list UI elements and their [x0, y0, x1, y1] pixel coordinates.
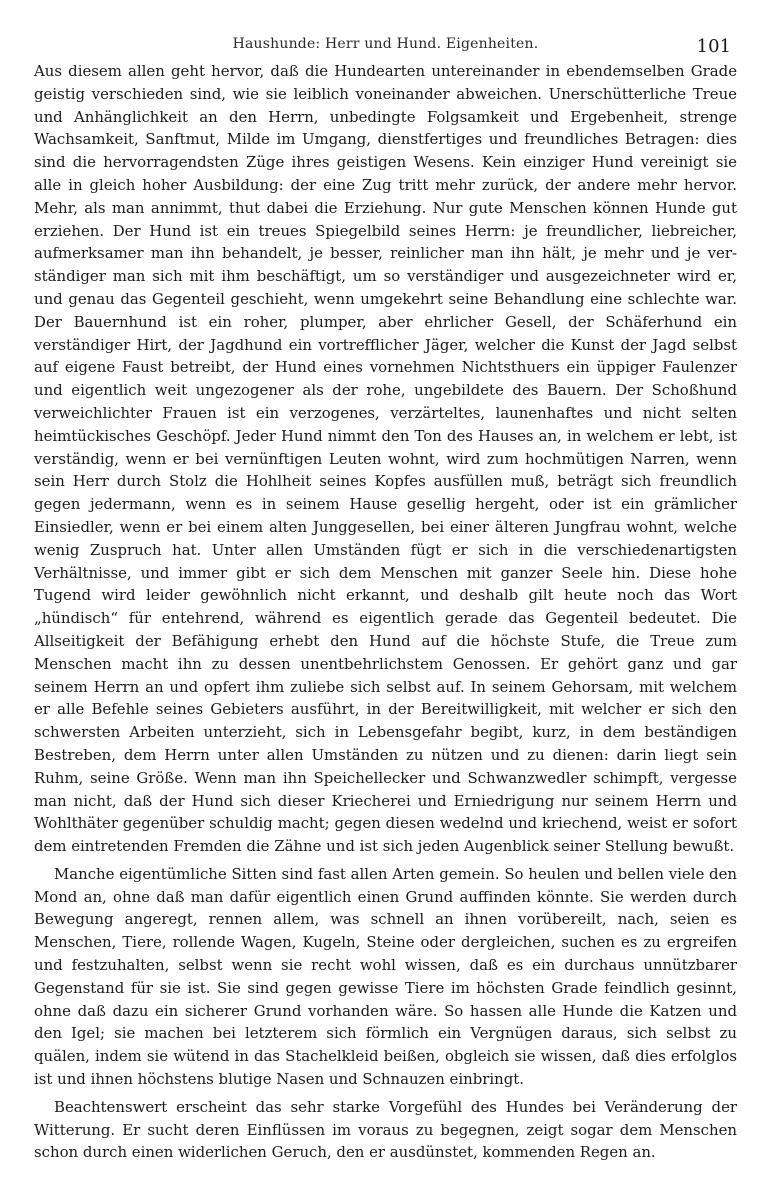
page-header — [34, 0, 737, 60]
body-text — [34, 60, 737, 1164]
page-number: 101 — [696, 36, 731, 57]
paragraph-3: Beachtenswert erscheint das sehr starke Vorgefühl des Hundes bei Veränderung der Witterung. Er sucht deren Einflüssen im voraus zu begegnen, zeigt sogar dem Menschen schon durch einen widerlichen Geruch, den er ausdünstet, kommenden Regen an. — [34, 1097, 737, 1162]
paragraph-1: Aus diesem allen geht hervor, daß die Hundearten untereinander in ebendemselben Grade geistig verschieden sind, wie sie leiblich voneinander abweichen. Unerschütterliche Treue und Anhänglichkeit an den Herrn, unbedingte Folgsamkeit und Ergebenheit, strenge Wachsamkeit, Sanftmut, Milde im Umgang, dienstfertiges und freundliches Betragen: dies sind die hervorragendsten Züge ihres geistigen Wesens. Kein einziger Hund vereinigt sie alle in gleich hoher Ausbildung: der eine Zug tritt mehr zurück, der andere mehr hervor. Mehr, als man annimmt, thut dabei die Erziehung. Nur gute Menschen können Hunde gut erziehen. Der Hund ist ein treues Spiegelbild seines Herrn: je freundlicher, liebreicher, aufmerksamer man ihn behandelt, je besser, reinlicher man ihn hält, je mehr und je verständiger man sich mit ihm beschäftigt, um so verständiger und ausgezeichneter wird er, und genau das Gegenteil geschieht, wenn umgekehrt seine Behandlung eine schlechte war. Der Bauernhund ist ein roher, plumper, aber ehrlicher Gesell, der Schäferhund ein verständiger Hirt, der Jagdhund ein vortrefflicher Jäger, welcher die Kunst der Jagd selbst auf eigene Faust betreibt, der Hund eines vornehmen Nichtsthuers ein üppiger Faulenzer und eigentlich weit ungezogener als der rohe, ungebildete des Bauern. Der Schoßhund verweichlichter Frauen ist ein verzogenes, verzärteltes, launenhaftes und nicht selten heimtückisches Geschöpf. Jeder Hund nimmt den Ton des Hauses an, in welchem er lebt, ist verständig, wenn er bei vernünftigen Leuten wohnt, wird zum hochmütigen Narren, wenn sein Herr durch Stolz die Hohlheit seines Kopfes ausfüllen muß, beträgt sich freundlich gegen jedermann, wenn es in seinem Hause gesellig hergeht, oder ist ein grämlicher Einsiedler, wenn er bei einem alten Junggesellen, bei einer älteren Jungfrau wohnt, welche wenig Zuspruch hat. Unter allen Umständen fügt er sich in die verschiedenartigsten Verhältnisse, und immer gibt er sich dem Menschen mit ganzer Seele hin. Diese hohe Tugend wird leider gewöhnlich nicht erkannt, und deshalb gilt heute noch das Wort „hündisch“ für entehrend, während es eigentlich gerade das Gegenteil bedeutet. Die Allseitigkeit der Befähigung erhebt den Hund auf die höchste Stufe, die Treue zum Menschen macht ihn zu dessen unentbehrlichstem Genossen. Er gehört ganz und gar seinem Herrn an und opfert ihm zuliebe sich selbst auf. In seinem Gehorsam, mit welchem er alle Befehle seines Gebieters ausführt, in der Bereitwilligkeit, mit welcher er sich den schwersten Arbeiten unterzieht, sich in Lebensgefahr begibt, kurz, in dem beständigen Bestreben, dem Herrn unter allen Umständen zu nützen und zu dienen: darin liegt sein Ruhm, seine Größe. Wenn man ihn Speichellecker und Schwanzwedler schimpft, vergesse man nicht, daß der Hund sich dieser Kriecherei und Erniedrigung nur seinem Herrn und Wohlthäter gegenüber schuldig macht; gegen diesen wedelnd und kriechend, weist er sofort dem eintretenden Fremden die Zähne und ist sich jeden Augenblick seiner Stellung bewußt. — [34, 62, 737, 856]
running-head: Haushunde: Herr und Hund. Eigenheiten. — [232, 36, 539, 52]
paragraph-2: Manche eigentümliche Sitten sind fast allen Arten gemein. So heulen und bellen viele den Mond an, ohne daß man dafür eigentlich einen Grund auffinden könnte. Sie werden durch Bewegung angeregt, rennen allem, was schnell an ihnen vorübereilt, nach, seien es Menschen, Tiere, rollende Wagen, Kugeln, Steine oder dergleichen, suchen es zu ergreifen und festzuhalten, selbst wenn sie recht wohl wissen, daß es ein durchaus unnützbarer Gegenstand für sie ist. Sie sind gegen gewisse Tiere im höchsten Grade feindlich gesinnt, ohne daß dazu ein sicherer Grund vorhanden wäre. So hassen alle Hunde die Katzen und den Igel; sie machen bei letzterem sich förmlich ein Vergnügen daraus, sich selbst zu quälen, indem sie wütend in das Stachelkleid beißen, obgleich sie wissen, daß dies erfolglos ist und ihnen höchstens blutige Nasen und Schnauzen einbringt. — [34, 864, 737, 1089]
